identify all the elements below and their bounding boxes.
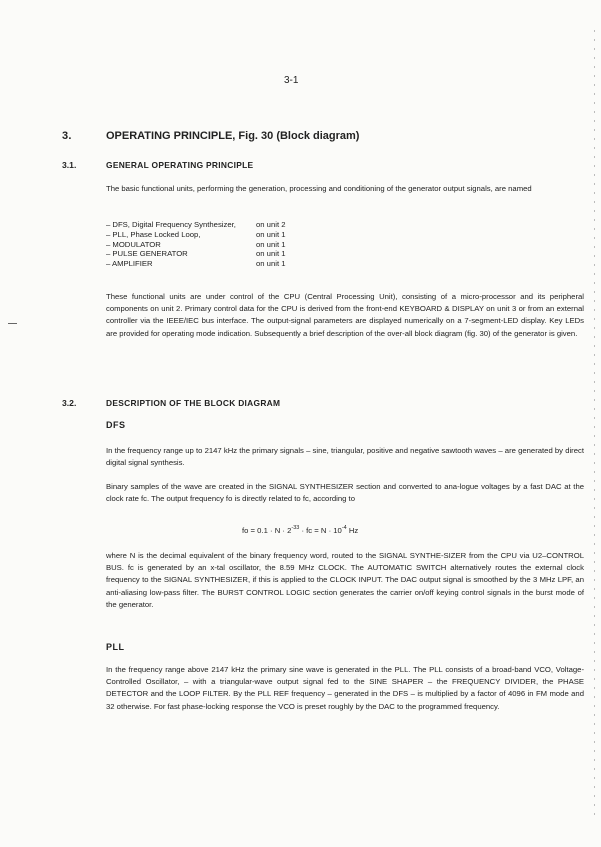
frequency-formula: fo = $0.1 \cdot N \cdot 2^{-33}$ · fc = $N \cdot 10^{-4}$ Hz bbox=[242, 525, 359, 535]
pll-paragraph: In the frequency range above 2147 kHz the primary sine wave is generated in the PLL. The PLL consists of a broad-band VCO, Voltage-Controlled Oscillator, – with a triangular-wave output signal fed to the SINE SHAPER – the FREQUENCY DIVIDER, the PHASE DETECTOR and the LOOP FILTER. By the PLL REF frequency – generated in the DFS – is multiplied by a factor of 4096 in FM mode and 32 otherwise. For fast phase-locking response the VCO is preset roughly by the DAC to the programmed frequency. bbox=[106, 665, 584, 711]
section-title: OPERATING PRINCIPLE, Fig. 30 (Block diagram) bbox=[106, 130, 360, 142]
dfs-paragraph-2: Binary samples of the wave are created in the SIGNAL SYNTHESIZER section and converted to ana-logue voltages by a fast DAC at the clock rate fc. The output frequency fo is directly related to fc, according to bbox=[106, 482, 584, 504]
subsection-3-1-number: 3.1. bbox=[62, 160, 77, 170]
dfs-paragraph-3: where N is the decimal equivalent of the binary frequency word, routed to the SIGNAL SYNTHE-SIZER from the CPU via U2–CONTROL BUS. fc is generated by an x-tal oscillator, the 8.59 MHz CLOCK. The AUTOMATIC SWITCH alternatively routes the external clock frequency to the SIGNAL SYNTHESIZER, if this is applied to the CLOCK INPUT. The DAC output signal is smoothed by the 3 MHz LPF, an anti-aliasing low-pass filter. The BURST CONTROL LOGIC section generates the carrier on/off keying control signals in the burst mode of the generator. bbox=[106, 551, 584, 609]
section-number: 3. bbox=[62, 130, 72, 142]
list-item: – PULSE GENERATOR on unit 1 bbox=[106, 249, 286, 259]
intro-paragraph: The basic functional units, performing the generation, processing and conditioning of the generator output signals, are named bbox=[106, 184, 532, 193]
subsection-3-1-title: GENERAL OPERATING PRINCIPLE bbox=[106, 160, 254, 170]
subsection-3-2-number: 3.2. bbox=[62, 398, 77, 408]
functional-units-list bbox=[106, 220, 286, 269]
page-number: 3-1 bbox=[284, 75, 299, 86]
dfs-heading: DFS bbox=[106, 420, 126, 430]
dfs-paragraph-1: In the frequency range up to 2147 kHz the primary signals – sine, triangular, positive and negative sawtooth waves – are generated by direct digital signal synthesis. bbox=[106, 446, 584, 468]
pll-heading: PLL bbox=[106, 642, 125, 652]
list-item: – AMPLIFIER on unit 1 bbox=[106, 259, 286, 269]
scan-edge bbox=[594, 30, 595, 820]
list-item: – DFS, Digital Frequency Synthesizer, on unit 2 bbox=[106, 220, 286, 229]
subsection-3-2-title: DESCRIPTION OF THE BLOCK DIAGRAM bbox=[106, 398, 281, 408]
margin-mark bbox=[8, 323, 17, 324]
list-item: – PLL, Phase Locked Loop, on unit 1 bbox=[106, 229, 286, 239]
cpu-paragraph: These functional units are under control of the CPU (Central Processing Unit), consisting of a micro-processor and its peripheral components on unit 2. Primary control data for the CPU is derived from the front-end KEYBOARD & DISPLAY on unit 3 or from an external controller via the IEEE/IEC bus interface. The output-signal parameters are displayed numerically on a 7-segment-LED display. Key LEDs are provided for operating mode indication. Subsequently a brief description of the over-all block diagram (fig. 30) of the generator is given. bbox=[106, 292, 584, 338]
list-item: – MODULATOR on unit 1 bbox=[106, 239, 286, 249]
